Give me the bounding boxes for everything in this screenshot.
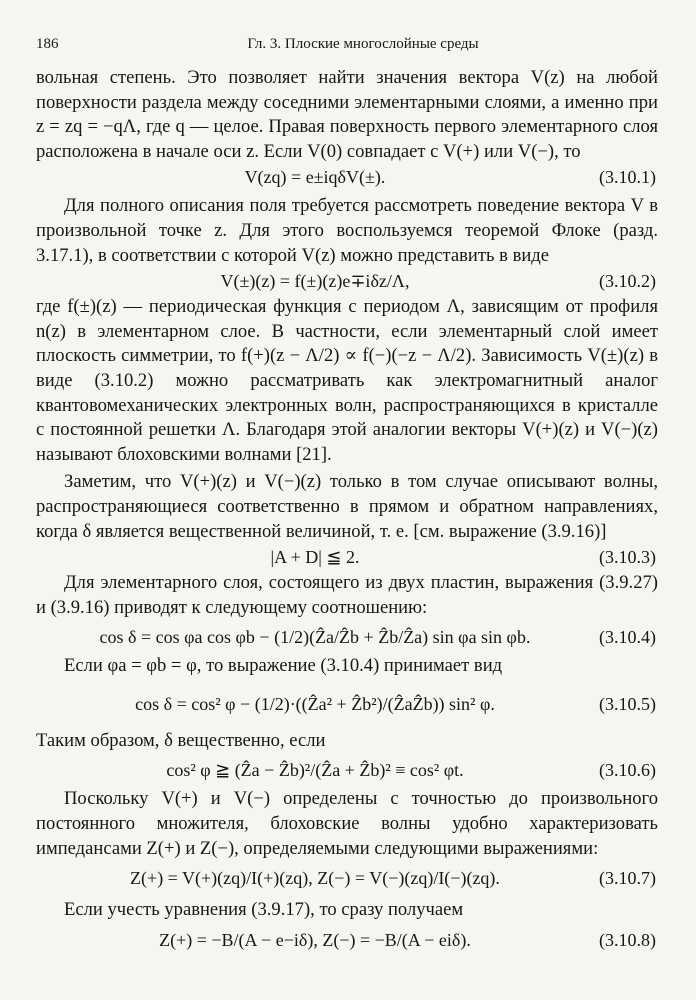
equation-3-10-8	[36, 923, 658, 957]
paragraph-4: Заметим, что V(+)(z) и V(−)(z) только в том случае описывают волны, распространяющиеся соответственно в прямом и обратном направлениях, когда δ является вещественной величиной, т. е. [см. выражение (3.9.16)]	[36, 471, 658, 542]
equation-3-10-6	[36, 753, 658, 787]
equation-number: (3.10.3)	[599, 547, 656, 568]
equation-number: (3.10.6)	[599, 760, 656, 781]
equation-3-10-4	[36, 620, 658, 654]
paragraph-3: где f(±)(z) — периодическая функция с периодом Λ, зависящим от профиля n(z) в элементарном слое. В частности, если элементарный слой имеет плоскость симметрии, то f(+)(z − Λ/2) ∝ f(−)(−z − Λ/2). Зависимость V(±)(z) в виде (3.10.2) можно рассматривать как электромагнитный аналог квантовомеханических электронных волн, распространяющихся в кристалле с постоянной решетки Λ. Благодаря этой аналогии векторы V(+)(z) и V(−)(z) называют блоховскими волнами [21].	[36, 296, 658, 465]
equation-formula: |A + D| ≦ 2.	[270, 547, 360, 568]
equation-formula: V(zq) = e±iqδV(±).	[244, 167, 386, 188]
equation-3-10-5	[36, 679, 658, 729]
equation-3-10-1	[36, 164, 658, 191]
equation-formula: cos δ = cos² φ − (1/2)·((Ẑa² + Ẑb²)/(ẐaẐb)) sin² φ.	[135, 693, 495, 714]
paragraph-2: Для полного описания поля требуется рассмотреть поведение вектора V в произвольной точке z. Для этого воспользуемся теоремой Флоке (разд. 3.17.1), в соответствии с которой V(z) можно представить в виде	[36, 195, 658, 266]
equation-formula: cos δ = cos φa cos φb − (1/2)(Ẑa/Ẑb + Ẑb/Ẑa) sin φa sin φb.	[99, 627, 531, 648]
equation-3-10-7	[36, 861, 658, 895]
running-title: Гл. 3. Плоские многослойные среды	[247, 36, 479, 52]
equation-number: (3.10.2)	[599, 271, 656, 292]
paragraph-7: Таким образом, δ вещественно, если	[36, 729, 326, 751]
paragraph-6: Если φa = φb = φ, то выражение (3.10.4) принимает вид	[64, 655, 503, 677]
equation-formula: Z(+) = −B/(A − e−iδ), Z(−) = −B/(A − eiδ).	[159, 929, 471, 950]
equation-number: (3.10.5)	[599, 693, 656, 714]
equation-number: (3.10.8)	[599, 929, 656, 950]
equation-3-10-3	[36, 544, 658, 571]
equation-number: (3.10.4)	[599, 627, 656, 648]
paragraph-5: Для элементарного слоя, состоящего из двух пластин, выражения (3.9.27) и (3.9.16) приводят к следующему соотношению:	[36, 572, 658, 618]
paragraph-8: Поскольку V(+) и V(−) определены с точностью до произвольного постоянного множителя, блоховские волны удобно характеризовать импедансами Z(+) и Z(−), определяемыми следующими выражениями:	[36, 788, 658, 859]
equation-formula: Z(+) = V(+)(zq)/I(+)(zq), Z(−) = V(−)(zq)/I(−)(zq).	[130, 868, 500, 889]
page-header	[0, 36, 696, 60]
page-number: 186	[36, 36, 59, 52]
equation-3-10-2	[36, 268, 658, 295]
page-body	[36, 66, 658, 957]
equation-formula: V(±)(z) = f(±)(z)e∓iδz/Λ,	[220, 271, 410, 292]
equation-formula: cos² φ ≧ (Ẑa − Ẑb)²/(Ẑa + Ẑb)² ≡ cos² φt.	[166, 760, 464, 781]
paragraph-9: Если учесть уравнения (3.9.17), то сразу получаем	[64, 899, 464, 921]
paragraph-1: вольная степень. Это позволяет найти значения вектора V(z) на любой поверхности раздела между соседними элементарными слоями, а именно при z = zq = −qΛ, где q — целое. Правая поверхность первого элементарного слоя расположена в начале оси z. Если V(0) совпадает с V(+) или V(−), то	[36, 67, 658, 162]
equation-number: (3.10.7)	[599, 868, 656, 889]
equation-number: (3.10.1)	[599, 167, 656, 188]
